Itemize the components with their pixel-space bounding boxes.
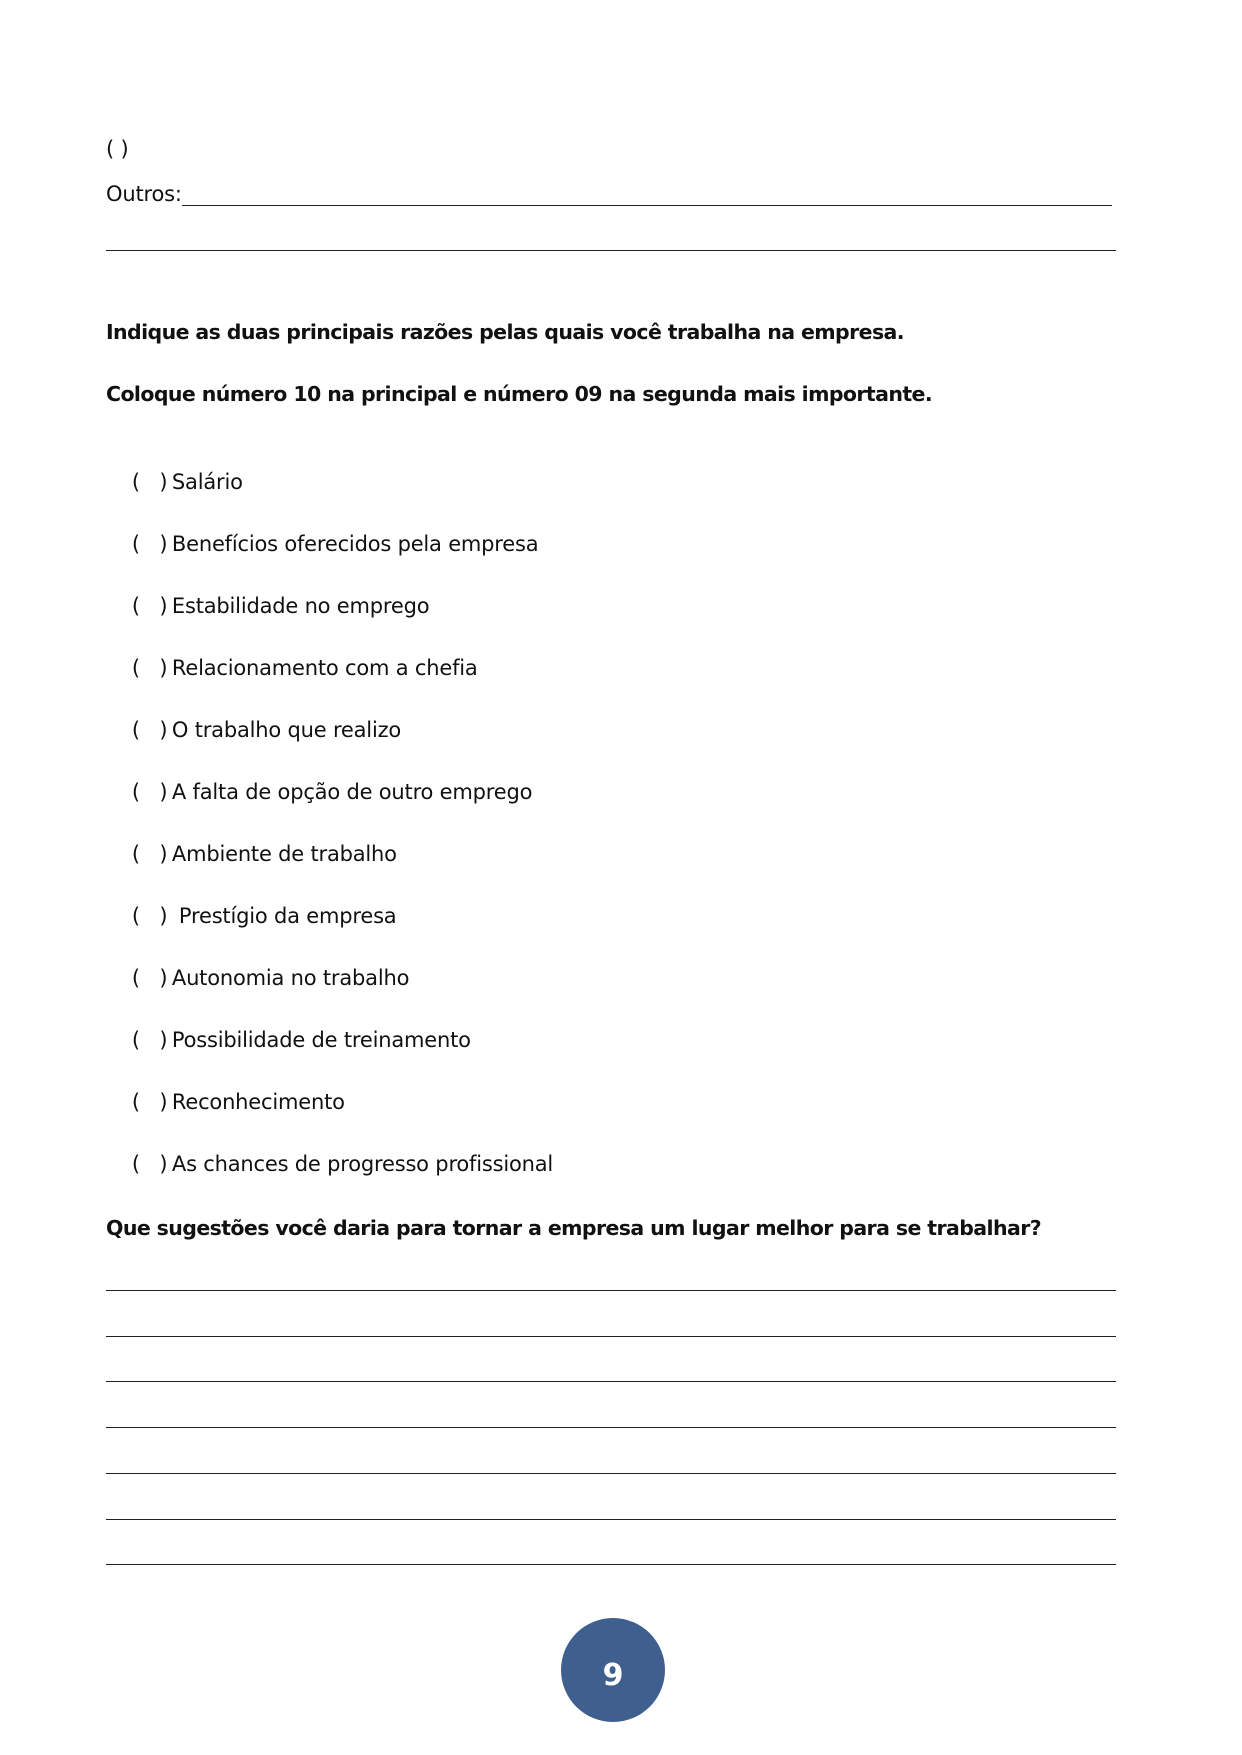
suggestion-answer-line-1[interactable]: [106, 1258, 1116, 1291]
rank-box[interactable]: ( ): [131, 532, 168, 556]
others-input-line-2[interactable]: [106, 218, 1116, 251]
question-reasons-instruction: Coloque número 10 na principal e número 09 na segunda mais importante.: [106, 382, 933, 406]
rank-box[interactable]: ( ): [131, 1152, 168, 1176]
reason-option-progresso[interactable]: [106, 1125, 553, 1203]
others-input[interactable]: [182, 173, 1112, 206]
option-label: Autonomia no trabalho: [171, 966, 410, 990]
option-label: Salário: [171, 470, 243, 494]
option-label: A falta de opção de outro emprego: [171, 780, 533, 804]
option-label: Estabilidade no emprego: [171, 594, 430, 618]
suggestion-answer-line-6[interactable]: [106, 1487, 1116, 1520]
option-label: Prestígio da empresa: [178, 904, 397, 928]
rank-box[interactable]: ( ): [131, 780, 168, 804]
option-label: O trabalho que realizo: [171, 718, 402, 742]
empty-checkbox[interactable]: ( ): [106, 137, 129, 161]
page-number-badge: 9: [561, 1618, 665, 1722]
rank-box[interactable]: ( ): [131, 842, 168, 866]
suggestion-answer-line-3[interactable]: [106, 1349, 1116, 1382]
rank-box[interactable]: ( ): [131, 594, 168, 618]
rank-box[interactable]: ( ): [131, 470, 168, 494]
rank-box[interactable]: ( ): [131, 966, 168, 990]
option-label: Benefícios oferecidos pela empresa: [171, 532, 539, 556]
rank-box[interactable]: ( ): [131, 1028, 168, 1052]
question-suggestions-title: Que sugestões você daria para tornar a empresa um lugar melhor para se trabalhar?: [106, 1216, 1041, 1240]
rank-box[interactable]: ( ): [131, 718, 168, 742]
rank-box[interactable]: ( ): [131, 1090, 168, 1114]
option-label: As chances de progresso profissional: [171, 1152, 554, 1176]
suggestion-answer-line-5[interactable]: [106, 1441, 1116, 1474]
option-label: Possibilidade de treinamento: [171, 1028, 471, 1052]
rank-box[interactable]: ( ): [131, 904, 168, 928]
suggestion-answer-line-4[interactable]: [106, 1395, 1116, 1428]
option-label: Relacionamento com a chefia: [171, 656, 478, 680]
suggestion-answer-line-2[interactable]: [106, 1304, 1116, 1337]
option-label: Reconhecimento: [171, 1090, 345, 1114]
option-label: Ambiente de trabalho: [171, 842, 397, 866]
question-reasons-title: Indique as duas principais razões pelas quais você trabalha na empresa.: [106, 320, 904, 344]
others-label: Outros:: [106, 182, 182, 206]
rank-box[interactable]: ( ): [131, 656, 168, 680]
suggestion-answer-line-7[interactable]: [106, 1532, 1116, 1565]
